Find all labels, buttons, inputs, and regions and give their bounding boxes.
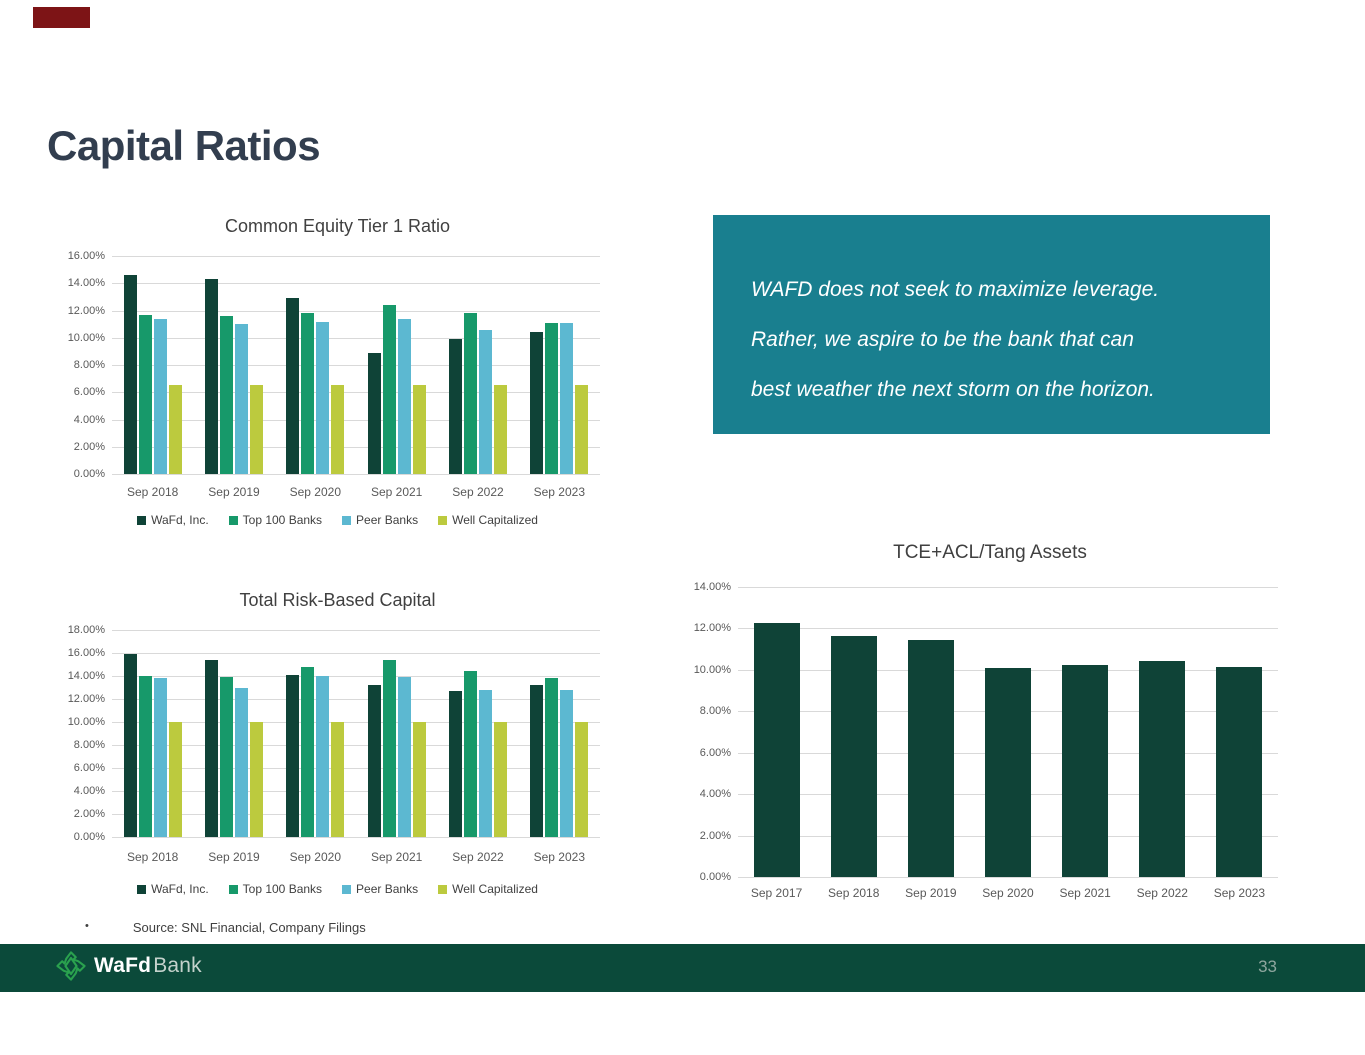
bar-peer-banks xyxy=(398,319,411,474)
y-axis-tick-label: 6.00% xyxy=(73,762,105,774)
category-group xyxy=(1047,587,1124,877)
legend-swatch-icon xyxy=(229,516,238,525)
bar-well-capitalized xyxy=(413,385,426,474)
bar-peer-banks xyxy=(235,688,248,838)
bar-wafd-inc xyxy=(368,685,381,837)
bar-well-capitalized xyxy=(169,722,182,837)
y-axis-tick-label: 16.00% xyxy=(67,250,105,262)
bar-top-100-banks xyxy=(545,678,558,837)
bar-wafd-inc xyxy=(1139,661,1185,877)
bar-peer-banks xyxy=(154,678,167,837)
brand-name-regular: Bank xyxy=(153,954,202,977)
y-axis-tick-label: 10.00% xyxy=(67,716,105,728)
y-axis-tick-label: 12.00% xyxy=(67,693,105,705)
bar-peer-banks xyxy=(398,677,411,837)
bar-peer-banks xyxy=(479,690,492,837)
x-axis-tick-label: Sep 2021 xyxy=(1059,886,1111,900)
bar-wafd-inc xyxy=(1062,665,1108,877)
x-axis-tick-label: Sep 2023 xyxy=(533,850,586,864)
bar-well-capitalized xyxy=(413,722,426,837)
y-axis-tick-label: 10.00% xyxy=(67,331,105,344)
y-axis-tick-label: 8.00% xyxy=(73,739,105,751)
x-axis-tick-label: Sep 2023 xyxy=(1213,886,1266,900)
bar-peer-banks xyxy=(560,690,573,837)
chart-legend xyxy=(65,882,610,896)
category-group xyxy=(519,630,600,837)
legend-label: Peer Banks xyxy=(356,513,419,527)
category-group xyxy=(1201,587,1278,877)
quote-line: Rather, we aspire to be the bank that can xyxy=(751,328,1134,351)
bar-wafd-inc xyxy=(286,675,299,837)
x-axis-tick-label: Sep 2018 xyxy=(126,850,179,864)
wafd-bank-logo xyxy=(55,950,202,982)
y-axis-tick-label: 2.00% xyxy=(73,808,105,820)
legend-label: Top 100 Banks xyxy=(242,882,323,896)
bar-wafd-inc xyxy=(530,685,543,837)
category-group xyxy=(193,630,274,837)
bar-top-100-banks xyxy=(301,667,314,837)
chart-tce-acl-tang-assets xyxy=(690,538,1290,900)
category-group xyxy=(356,630,437,837)
x-axis-tick-label: Sep 2020 xyxy=(289,485,342,499)
legend-label: Well Capitalized xyxy=(452,882,538,896)
legend-label: Top 100 Banks xyxy=(242,513,323,527)
bar-well-capitalized xyxy=(331,722,344,837)
bullet-icon: • xyxy=(85,920,89,932)
bar-top-100-banks xyxy=(220,316,233,474)
quote-line: WAFD does not seek to maximize leverage. xyxy=(751,278,1160,301)
bar-top-100-banks xyxy=(383,305,396,474)
bar-wafd-inc xyxy=(449,339,462,474)
x-axis-tick-label: Sep 2017 xyxy=(750,886,803,900)
category-group xyxy=(519,256,600,474)
bar-wafd-inc xyxy=(908,640,954,877)
bar-peer-banks xyxy=(154,319,167,474)
category-group xyxy=(275,256,356,474)
category-group xyxy=(193,256,274,474)
gridline xyxy=(738,877,1278,878)
chart-title: TCE+ACL/Tang Assets xyxy=(893,542,1087,563)
legend-item xyxy=(342,513,418,527)
bar-well-capitalized xyxy=(575,722,588,837)
category-group xyxy=(437,256,518,474)
bar-top-100-banks xyxy=(383,660,396,837)
x-axis-tick-label: Sep 2019 xyxy=(208,850,260,864)
x-axis-tick-label: Sep 2019 xyxy=(905,886,957,900)
bar-top-100-banks xyxy=(545,323,558,474)
legend-item xyxy=(438,513,538,527)
y-axis-tick-label: 0.00% xyxy=(73,831,105,843)
legend-swatch-icon xyxy=(342,516,351,525)
chart-total-risk-based-capital xyxy=(65,588,610,900)
legend-item xyxy=(229,882,322,896)
chart-common-equity-tier1 xyxy=(65,213,610,543)
source-note: Source: SNL Financial, Company Filings xyxy=(132,920,366,935)
bar-wafd-inc xyxy=(449,691,462,837)
legend-label: WaFd, Inc. xyxy=(151,882,209,896)
x-axis-tick-label: Sep 2020 xyxy=(289,850,342,864)
quote-callout xyxy=(713,215,1270,434)
bar-top-100-banks xyxy=(464,671,477,837)
plot-area xyxy=(112,256,600,474)
bar-top-100-banks xyxy=(464,313,477,474)
bar-wafd-inc xyxy=(831,636,877,877)
bar-well-capitalized xyxy=(494,722,507,837)
chart-legend xyxy=(65,513,610,527)
bar-wafd-inc xyxy=(985,668,1031,877)
plot-area xyxy=(112,630,600,837)
knot-icon xyxy=(55,950,87,982)
y-axis-tick-label: 0.00% xyxy=(699,871,731,883)
x-axis-tick-label: Sep 2023 xyxy=(533,485,586,499)
y-axis-tick-label: 14.00% xyxy=(693,581,731,593)
y-axis-tick-label: 6.00% xyxy=(699,746,731,759)
gridline xyxy=(112,474,600,475)
brand-name-bold: WaFd xyxy=(94,954,152,977)
category-group xyxy=(437,630,518,837)
y-axis-tick-label: 16.00% xyxy=(67,647,105,659)
y-axis-tick-label: 4.00% xyxy=(73,785,105,797)
legend-label: Well Capitalized xyxy=(452,513,538,527)
x-axis-tick-label: Sep 2022 xyxy=(1136,886,1188,900)
y-axis-tick-label: 6.00% xyxy=(73,386,105,399)
bar-top-100-banks xyxy=(139,315,152,474)
bar-wafd-inc xyxy=(286,298,299,474)
bar-top-100-banks xyxy=(220,677,233,837)
y-axis-tick-label: 2.00% xyxy=(699,829,731,842)
gridline xyxy=(112,837,600,838)
category-group xyxy=(815,587,892,877)
y-axis-tick-label: 18.00% xyxy=(67,624,105,636)
bar-wafd-inc xyxy=(205,279,218,474)
y-axis-tick-label: 10.00% xyxy=(693,663,731,676)
y-axis-tick-label: 14.00% xyxy=(67,670,105,682)
category-group xyxy=(112,256,193,474)
y-axis-tick-label: 12.00% xyxy=(67,304,105,317)
y-axis-tick-label: 14.00% xyxy=(67,277,105,290)
legend-swatch-icon xyxy=(342,885,351,894)
y-axis-tick-label: 0.00% xyxy=(73,468,105,480)
source-note-row xyxy=(85,920,366,935)
legend-label: WaFd, Inc. xyxy=(151,513,209,527)
category-group xyxy=(892,587,969,877)
category-group xyxy=(356,256,437,474)
y-axis-tick-label: 8.00% xyxy=(699,705,731,718)
footer-bar xyxy=(0,944,1365,992)
bar-top-100-banks xyxy=(139,676,152,837)
bar-well-capitalized xyxy=(250,385,263,474)
bar-peer-banks xyxy=(479,330,492,474)
x-axis-tick-label: Sep 2022 xyxy=(452,485,504,499)
y-axis-tick-label: 4.00% xyxy=(699,788,731,801)
page-number: 33 xyxy=(1258,957,1277,976)
bar-wafd-inc xyxy=(1216,667,1262,877)
bar-wafd-inc xyxy=(368,353,381,474)
x-axis-tick-label: Sep 2021 xyxy=(370,485,423,499)
x-axis-tick-label: Sep 2021 xyxy=(370,850,423,864)
x-axis-tick-label: Sep 2018 xyxy=(126,485,179,499)
top-left-accent-rect xyxy=(33,7,90,28)
legend-item xyxy=(137,882,209,896)
bar-well-capitalized xyxy=(575,385,588,474)
legend-item xyxy=(137,513,209,527)
bar-peer-banks xyxy=(316,676,329,837)
category-group xyxy=(969,587,1046,877)
y-axis-tick-label: 8.00% xyxy=(73,359,105,371)
legend-item xyxy=(342,882,418,896)
category-group xyxy=(275,630,356,837)
x-axis-tick-label: Sep 2018 xyxy=(828,886,880,900)
bar-top-100-banks xyxy=(301,313,314,474)
plot-area xyxy=(738,587,1278,877)
y-axis-tick-label: 2.00% xyxy=(73,440,105,453)
legend-swatch-icon xyxy=(438,885,447,894)
bar-peer-banks xyxy=(316,322,329,474)
bar-wafd-inc xyxy=(205,660,218,837)
legend-swatch-icon xyxy=(137,885,146,894)
legend-swatch-icon xyxy=(229,885,238,894)
legend-item xyxy=(229,513,322,527)
chart-title: Common Equity Tier 1 Ratio xyxy=(224,216,451,236)
category-group xyxy=(112,630,193,837)
x-axis-tick-label: Sep 2022 xyxy=(452,850,504,864)
legend-item xyxy=(438,882,538,896)
bar-wafd-inc xyxy=(124,275,137,474)
bar-wafd-inc xyxy=(124,654,137,837)
bar-wafd-inc xyxy=(530,332,543,474)
category-group xyxy=(738,587,815,877)
y-axis-tick-label: 4.00% xyxy=(73,413,105,426)
bar-well-capitalized xyxy=(331,385,344,474)
bar-peer-banks xyxy=(560,323,573,474)
legend-label: Peer Banks xyxy=(356,882,419,896)
chart-title: Total Risk-Based Capital xyxy=(239,590,436,610)
legend-swatch-icon xyxy=(438,516,447,525)
category-group xyxy=(1124,587,1201,877)
bar-well-capitalized xyxy=(494,385,507,474)
legend-swatch-icon xyxy=(137,516,146,525)
quote-line: best weather the next storm on the horizon. xyxy=(751,378,1155,401)
bar-well-capitalized xyxy=(250,722,263,837)
y-axis-tick-label: 12.00% xyxy=(693,622,731,635)
bar-wafd-inc xyxy=(754,623,800,877)
bar-well-capitalized xyxy=(169,385,182,474)
x-axis-tick-label: Sep 2019 xyxy=(208,485,260,499)
bar-peer-banks xyxy=(235,324,248,474)
x-axis-tick-label: Sep 2020 xyxy=(982,886,1034,900)
page-title: Capital Ratios xyxy=(47,122,321,169)
